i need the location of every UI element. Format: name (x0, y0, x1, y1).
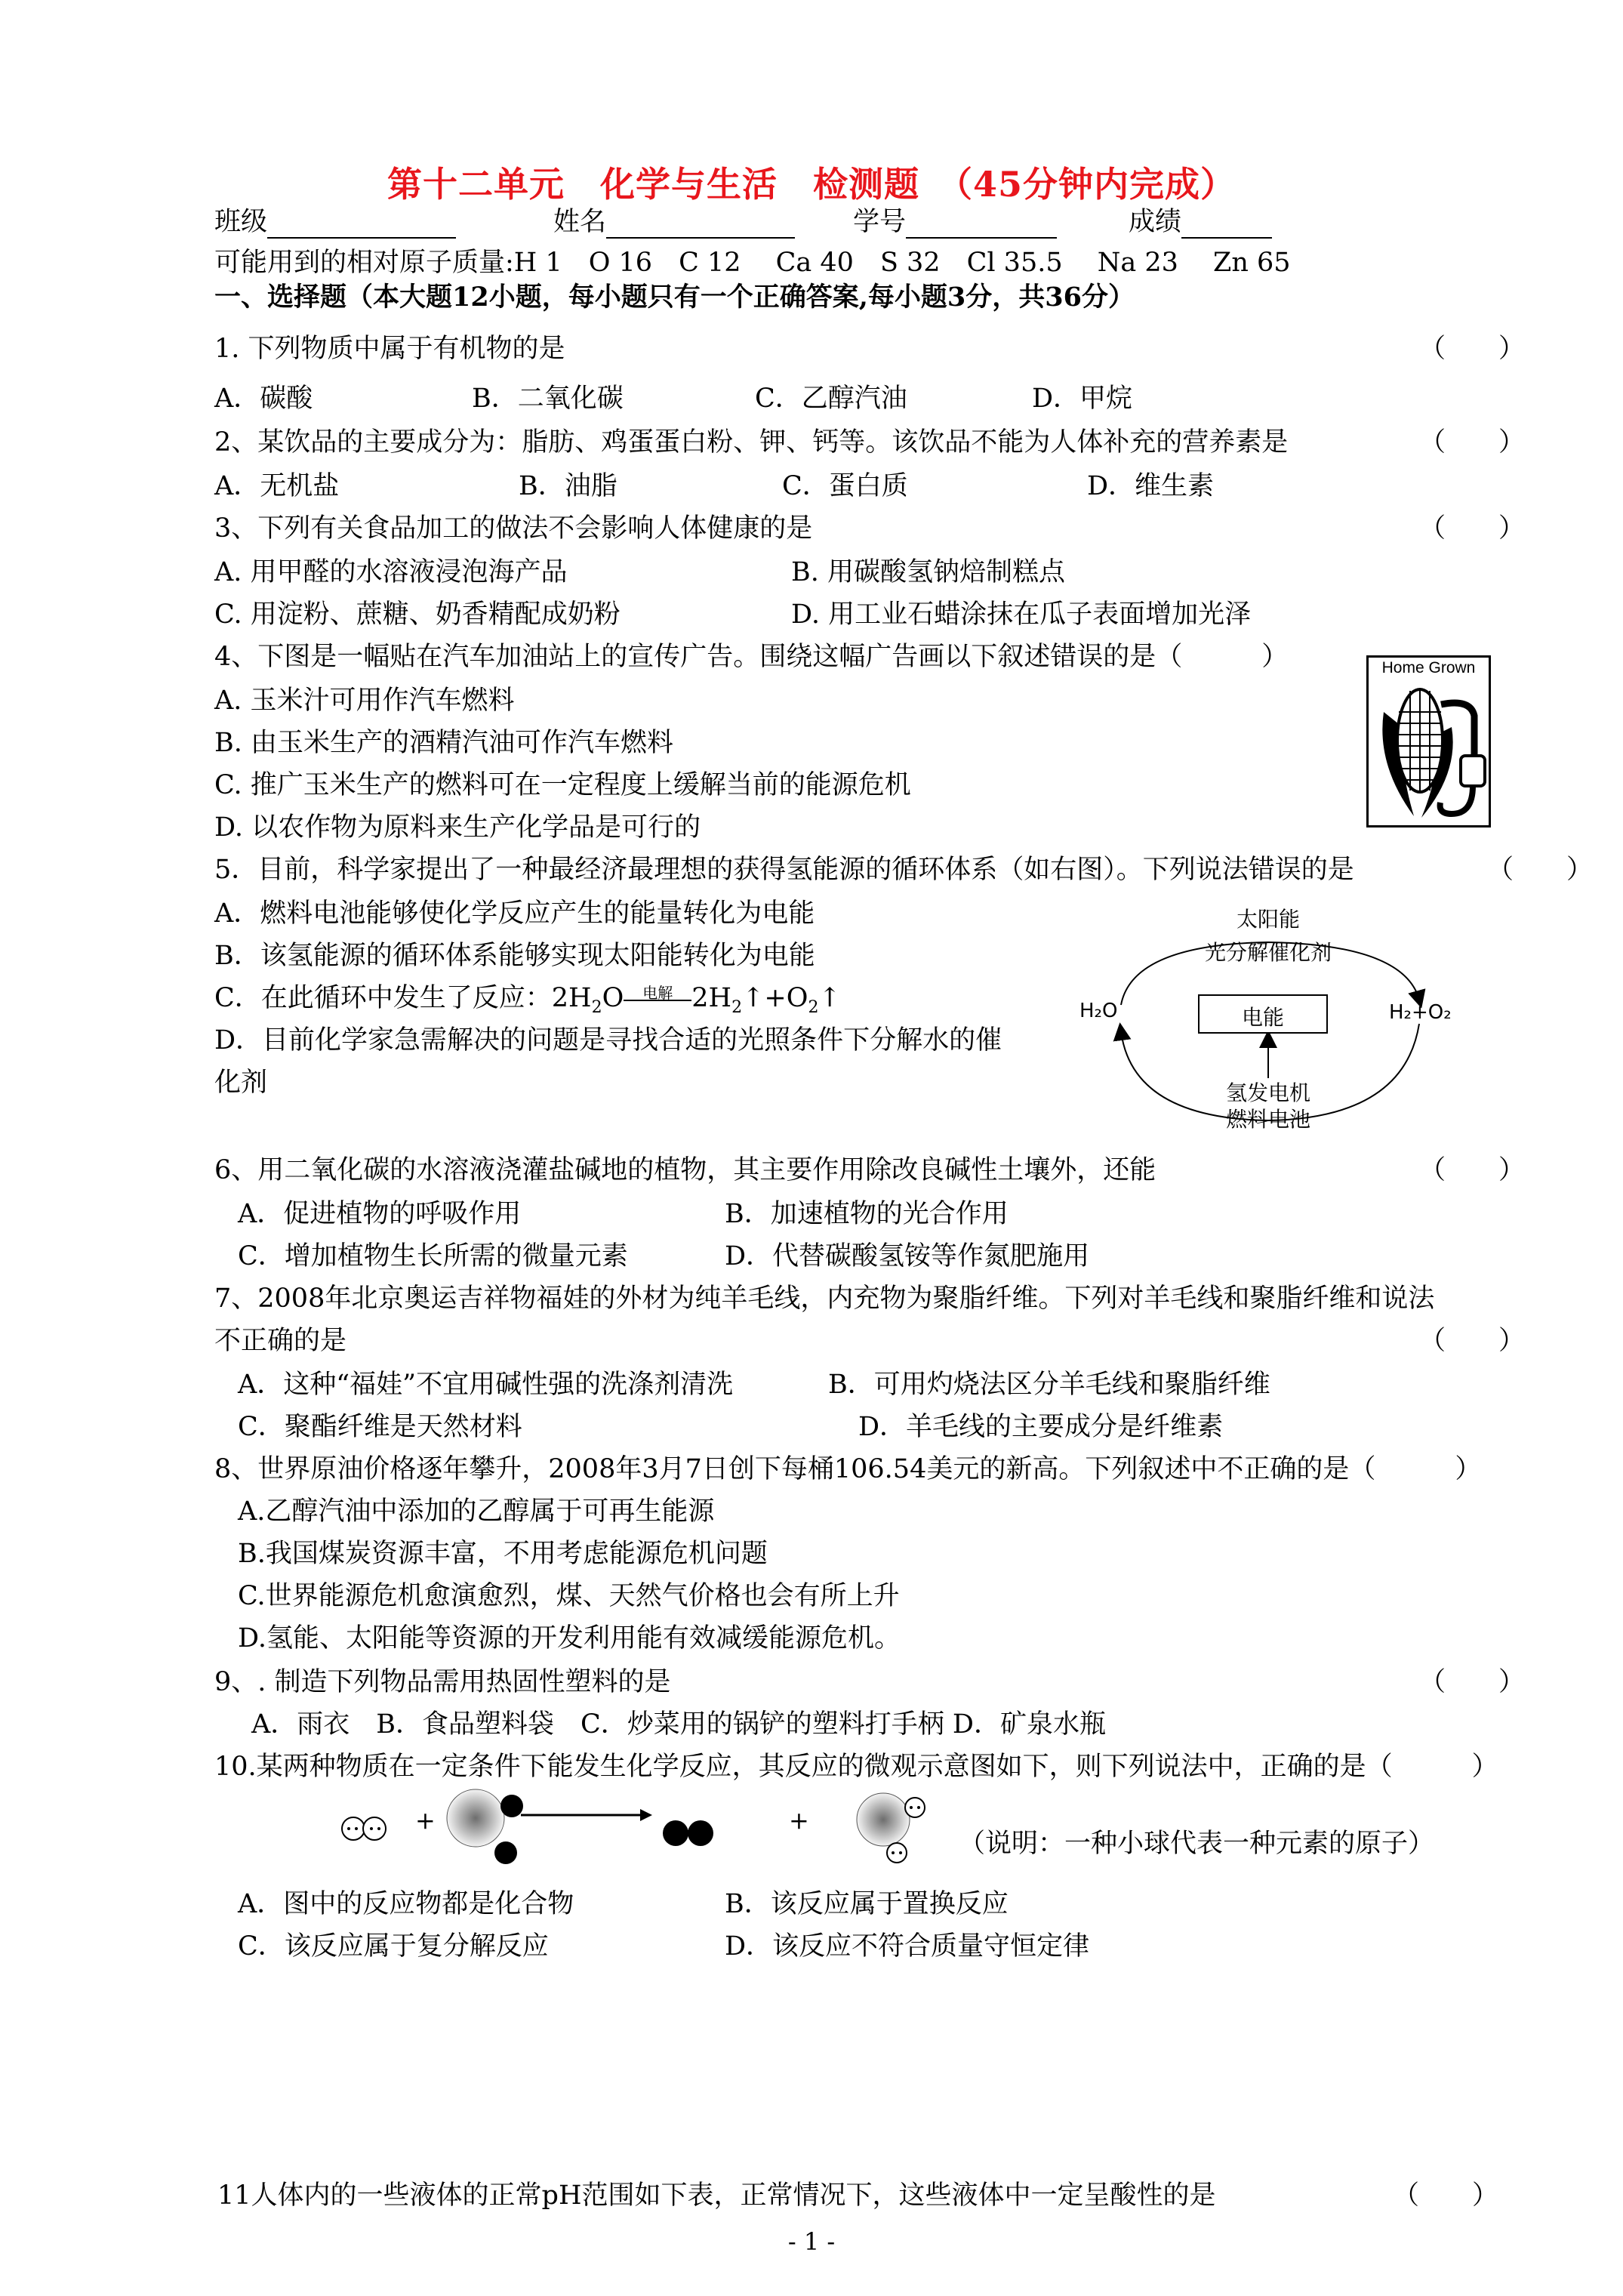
score-field (1129, 205, 1272, 239)
class-blank[interactable] (267, 211, 456, 239)
q5-stem: 5．目前，科学家提出了一种最经济最理想的获得氢能源的循环体系（如右图）。下列说法错误的是 (214, 855, 1354, 885)
diagram-label-solar: 太阳能 (1236, 907, 1300, 932)
reaction-micro-diagram (340, 1783, 1472, 1874)
q5-option-c: C．在此循环中发生了反应：$2H_2O$ 电解 $2H_2↑+O_2↑$ (214, 982, 841, 1025)
section-heading: 一、选择题（本大题12小题，每小题只有一个正确答案,每小题3分，共36分） (214, 282, 1135, 313)
q8-option-c: C.世界能源危机愈演愈烈，煤、天然气价格也会有所上升 (238, 1581, 900, 1611)
score-blank[interactable] (1181, 211, 1272, 239)
q5-option-a: A．燃料电池能够使化学反应产生的能量转化为电能 (214, 898, 815, 929)
q3-option-a: A. 用甲醛的水溶液浸泡海产品 (214, 557, 568, 587)
score-label: 成绩 (1129, 207, 1182, 237)
q8-option-d: D.氢能、太阳能等资源的开发利用能有效减缓能源危机。 (238, 1623, 901, 1653)
electrolysis-arrow (624, 983, 691, 1011)
q3-option-d: D. 用工业石蜡涂抹在瓜子表面增加光泽 (791, 599, 1252, 630)
q8-option-b: B.我国煤炭资源丰富，不用考虑能源危机问题 (238, 1539, 768, 1569)
q10-option-c: C．该反应属于复分解反应 (238, 1931, 549, 1962)
q4-option-a: A. 玉米汁可用作汽车燃料 (214, 686, 515, 716)
diagram-label-fuel-cell: 燃料电池 (1225, 1107, 1310, 1132)
q6-option-c: C．增加植物生长所需的微量元素 (238, 1241, 628, 1271)
reaction-legend-note: （说明：一种小球代表一种元素的原子） (959, 1829, 1435, 1859)
atomic-mass-line: 可能用到的相对原子质量:H 1 O 16 C 12 Ca 40 S 32 Cl 35.5 Na 23 Zn 65 (214, 248, 1291, 278)
q7-option-b: B．可用灼烧法区分羊毛线和聚脂纤维 (828, 1370, 1270, 1400)
q5-option-d-line2: 化剂 (214, 1068, 268, 1098)
plus-sign-2: + (789, 1806, 809, 1835)
student-id-blank[interactable] (906, 211, 1057, 239)
q2-option-d: D．维生素 (1087, 471, 1215, 501)
q3-option-b: B. 用碳酸氢钠焙制糕点 (791, 557, 1065, 587)
q6-option-a: A．促进植物的呼吸作用 (238, 1199, 522, 1229)
q11-stem: 11人体内的一些液体的正常pH范围如下表，正常情况下，这些液体中一定呈酸性的是 (217, 2180, 1216, 2211)
q5-option-d-line1: D．目前化学家急需解决的问题是寻找合适的光照条件下分解水的催 (214, 1025, 1002, 1056)
q1-stem: 1. 下列物质中属于有机物的是 (214, 334, 565, 364)
q7-option-c: C．聚酯纤维是天然材料 (238, 1412, 522, 1442)
q2-option-a: A．无机盐 (214, 471, 340, 501)
q6-stem: 6、用二氧化碳的水溶液浇灌盐碱地的植物，其主要作用除改良碱性土壤外，还能 (214, 1155, 1156, 1185)
diagram-label-catalyst: 光分解催化剂 (1204, 940, 1332, 965)
name-field (553, 205, 795, 239)
q1-answer-paren[interactable]: （ ） (1419, 334, 1526, 364)
diagram-label-electricity: 电能 (1241, 1005, 1284, 1030)
q11-answer-paren[interactable]: （ ） (1393, 2180, 1499, 2211)
home-grown-poster (1366, 655, 1491, 827)
q5-option-b: B．该氢能源的循环体系能够实现太阳能转化为电能 (214, 941, 815, 971)
q1-option-b: B．二氧化碳 (472, 384, 624, 414)
hydrogen-cycle-diagram (1079, 903, 1457, 1130)
class-field (214, 205, 456, 239)
q7-stem-line2: 不正确的是 (214, 1326, 347, 1356)
q1-option-a: A．碳酸 (214, 384, 313, 414)
q8-option-a: A.乙醇汽油中添加的乙醇属于可再生能源 (238, 1496, 715, 1527)
q9-stem: 9、. 制造下列物品需用热固性塑料的是 (214, 1667, 671, 1697)
q4-option-b: B. 由玉米生产的酒精汽油可作汽车燃料 (214, 728, 673, 758)
q4-stem: 4、下图是一幅贴在汽车加油站上的宣传广告。围绕这幅广告画以下叙述错误的是（ ） (214, 642, 1289, 672)
q7-option-d: D．羊毛线的主要成分是纤维素 (858, 1412, 1224, 1442)
student-id-field (853, 205, 1057, 239)
q1-option-d: D．甲烷 (1032, 384, 1133, 414)
electrolysis-condition: 电解 (642, 983, 673, 1002)
q7-answer-paren[interactable]: （ ） (1419, 1326, 1526, 1356)
name-blank[interactable] (606, 211, 795, 239)
q2-option-b: B．油脂 (519, 471, 617, 501)
q5-option-c-prefix: C．在此循环中发生了反应：2H (214, 983, 592, 1013)
q4-option-c: C. 推广玉米生产的燃料可在一定程度上缓解当前的能源危机 (214, 770, 911, 800)
q2-stem: 2、某饮品的主要成分为：脂肪、鸡蛋蛋白粉、钾、钙等。该饮品不能为人体补充的营养素是 (214, 427, 1289, 458)
q3-stem: 3、下列有关食品加工的做法不会影响人体健康的是 (214, 513, 813, 544)
diagram-label-generator: 氢发电机 (1225, 1080, 1310, 1105)
q8-stem: 8、世界原油价格逐年攀升，2008年3月7日创下每桶106.54美元的新高。下列叙述中不正确的是（ ） (214, 1454, 1482, 1484)
page-number: - 1 - (787, 2227, 836, 2256)
q7-stem-line1: 7、2008年北京奥运吉祥物福娃的外材为纯羊毛线，内充物为聚脂纤维。下列对羊毛线和聚脂纤维和说法 (214, 1284, 1435, 1314)
q6-option-d: D．代替碳酸氢铵等作氮肥施用 (725, 1241, 1090, 1271)
name-label: 姓名 (553, 207, 607, 237)
q9-answer-paren[interactable]: （ ） (1419, 1667, 1526, 1697)
q4-option-d: D. 以农作物为原料来生产化学品是可行的 (214, 812, 701, 843)
q2-option-c: C．蛋白质 (782, 471, 908, 501)
q3-option-c: C. 用淀粉、蔗糖、奶香精配成奶粉 (214, 599, 621, 630)
q1-option-c: C．乙醇汽油 (755, 384, 907, 414)
plus-sign-1: + (415, 1806, 436, 1835)
student-id-label: 学号 (853, 207, 907, 237)
q7-option-a: A．这种“福娃”不宜用碱性强的洗涤剂清洗 (238, 1370, 734, 1400)
poster-caption: Home Grown (1381, 659, 1476, 676)
q10-stem: 10.某两种物质在一定条件下能发生化学反应，其反应的微观示意图如下，则下列说法中，正确的是（ ） (214, 1752, 1498, 1782)
q3-answer-paren[interactable]: （ ） (1419, 513, 1526, 544)
q2-answer-paren[interactable]: （ ） (1419, 427, 1526, 458)
page-title: 第十二单元 化学与生活 检测题 （45分钟内完成） (387, 164, 1236, 205)
q10-option-d: D．该反应不符合质量守恒定律 (725, 1931, 1090, 1962)
class-label: 班级 (214, 207, 268, 237)
diagram-label-water: H₂O (1079, 1000, 1118, 1022)
q6-answer-paren[interactable]: （ ） (1419, 1155, 1526, 1185)
q6-option-b: B．加速植物的光合作用 (725, 1199, 1009, 1229)
q10-option-b: B．该反应属于置换反应 (725, 1889, 1009, 1919)
q10-option-a: A．图中的反应物都是化合物 (238, 1889, 574, 1919)
diagram-label-products: H₂+O₂ (1389, 1001, 1452, 1024)
corn-fuel-nozzle-icon (1369, 682, 1489, 825)
q5-answer-paren[interactable]: （ ） (1487, 855, 1594, 885)
q9-options: A．雨衣 B．食品塑料袋 C．炒菜用的锅铲的塑料打手柄 D．矿泉水瓶 (251, 1709, 1106, 1740)
